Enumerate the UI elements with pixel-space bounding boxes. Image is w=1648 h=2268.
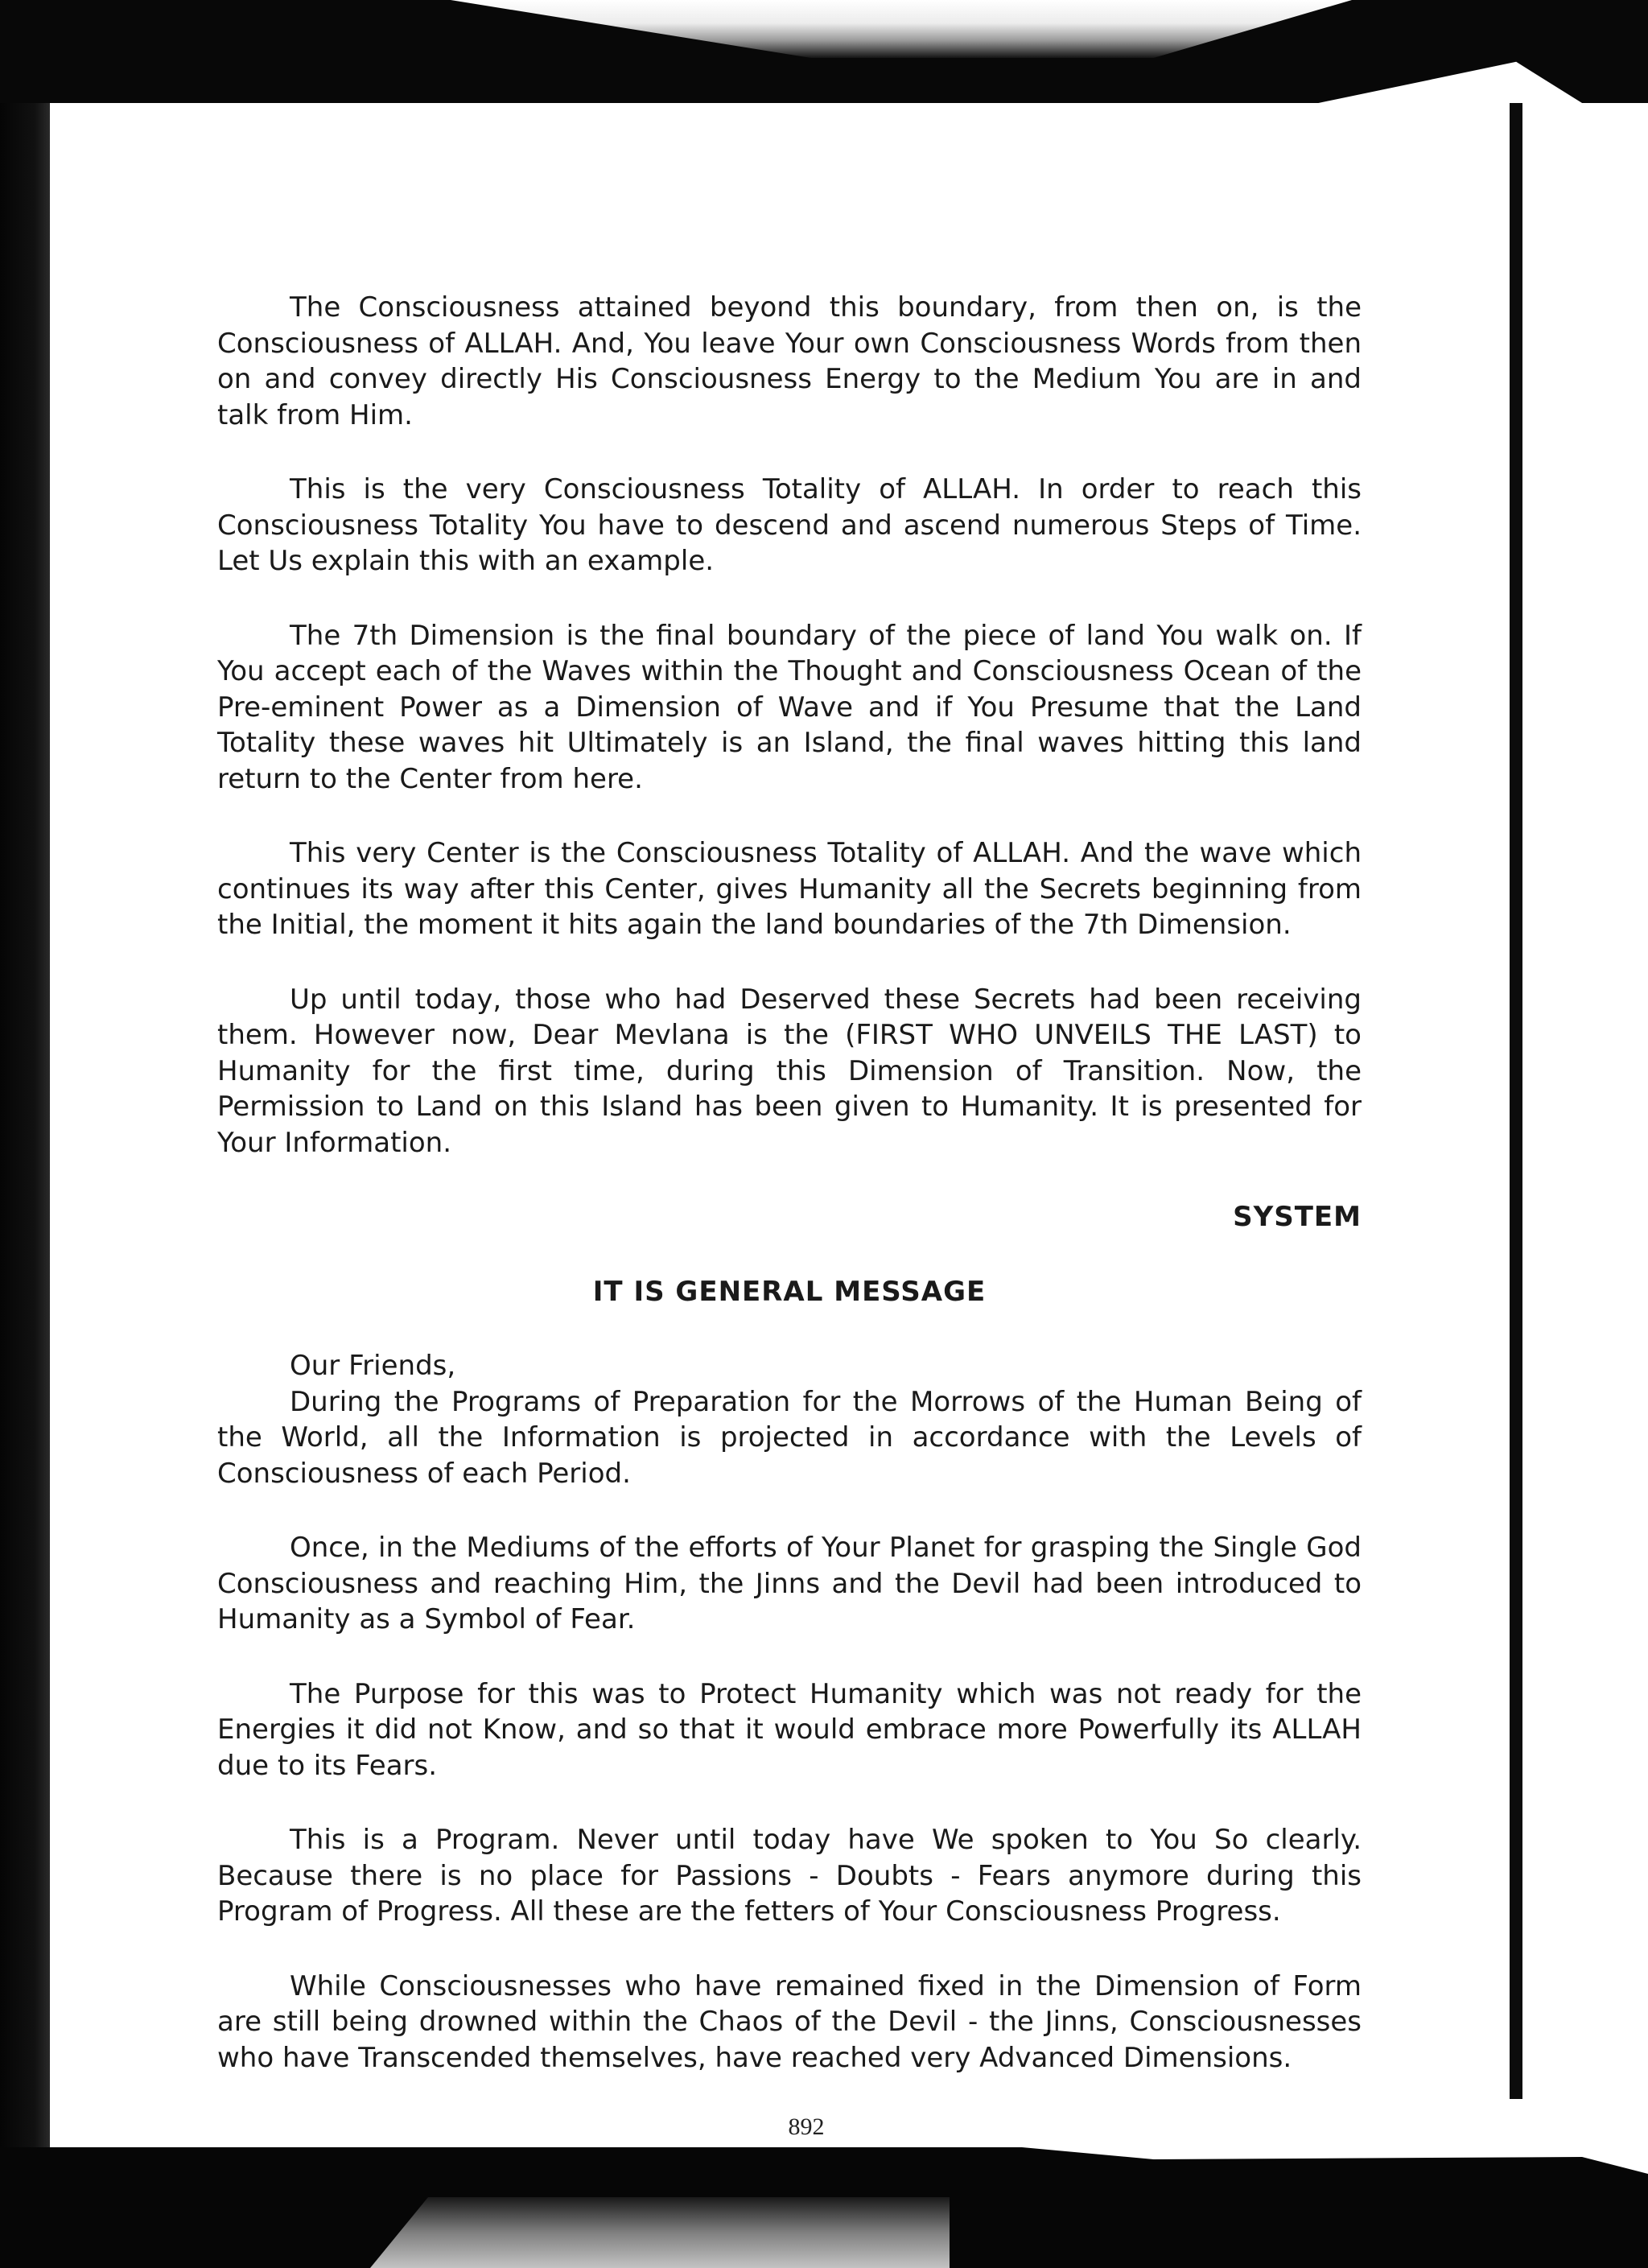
paragraph: During the Programs of Preparation for the Morrows of the Human Being of the World, all the Information is projected in accordance with the Levels of Consciousness of each Period. [217,1385,1362,1490]
scan-edge-highlight-bottom [370,2197,950,2268]
scan-border-left [0,0,50,2268]
paragraph: The Purpose for this was to Protect Humanity which was not ready for the Energies it did not Know, and so that it would embrace more Powerfully its ALLAH due to its Fears. [217,1677,1362,1782]
paragraph: Up until today, those who had Deserved these Secrets had been receiving them. However now, Dear Mevlana is the (FIRST WHO UNVEILS THE LAST) to Humanity for the first time, during this Dimension of Transition. Now, the Permission to Land on this Island has been given to Humanity. It is presented for Your Information. [217,983,1362,1159]
paragraph: This is a Program. Never until today have We spoken to You So clearly. Because there is no place for Passions - Doubts - Fears anymore during this Program of Progress. All these are the fetters of Your Consciousness Progress. [217,1824,1362,1928]
paragraph: This is the very Consciousness Totality of ALLAH. In order to reach this Consciousness Totality You have to descend and ascend numerous Steps of Time. Let Us explain this with an example. [217,473,1362,577]
page-content [217,290,1362,2114]
salutation: Our Friends, [290,1350,456,1382]
document-page [50,103,1510,2147]
paragraph: The 7th Dimension is the final boundary of the piece of land You walk on. If You accept each of the Waves within the Thought and Consciousness Ocean of the Pre-eminent Power as a Dimension of Wave and if You Presume that the Land Totality these waves hit Ultimately is an Island, the final waves hitting this land return to the Center from here. [217,619,1362,795]
scan-margin-right [1522,103,1648,2163]
page-number: 892 [788,2113,825,2140]
message-signature: SYSTEM [1233,1201,1362,1233]
section-heading: IT IS GENERAL MESSAGE [592,1275,987,1308]
paragraph: Once, in the Mediums of the efforts of Your Planet for grasping the Single God Consciousness and reaching Him, the Jinns and the Devil had been introduced to Humanity as a Symbol of Fear. [217,1532,1362,1635]
paragraph: While Consciousnesses who have remained fixed in the Dimension of Form are still being drowned within the Chaos of the Devil - the Jinns, Consciousnesses who have Transcended themselves, have reached very Advanced Dimensions. [217,1969,1362,2074]
paragraph: The Consciousness attained beyond this boundary, from then on, is the Consciousness of ALLAH. And, You leave Your own Consciousness Words from then on and convey directly His Consciousness Energy to the Medium You are in and talk from Him. [217,291,1362,431]
paragraph: This very Center is the Consciousness Totality of ALLAH. And the wave which continues its way after this Center, gives Humanity all the Secrets beginning from the Initial, the moment it hits again the land boundaries of the 7th Dimension. [217,837,1362,941]
scan-border-right [1510,103,1522,2099]
